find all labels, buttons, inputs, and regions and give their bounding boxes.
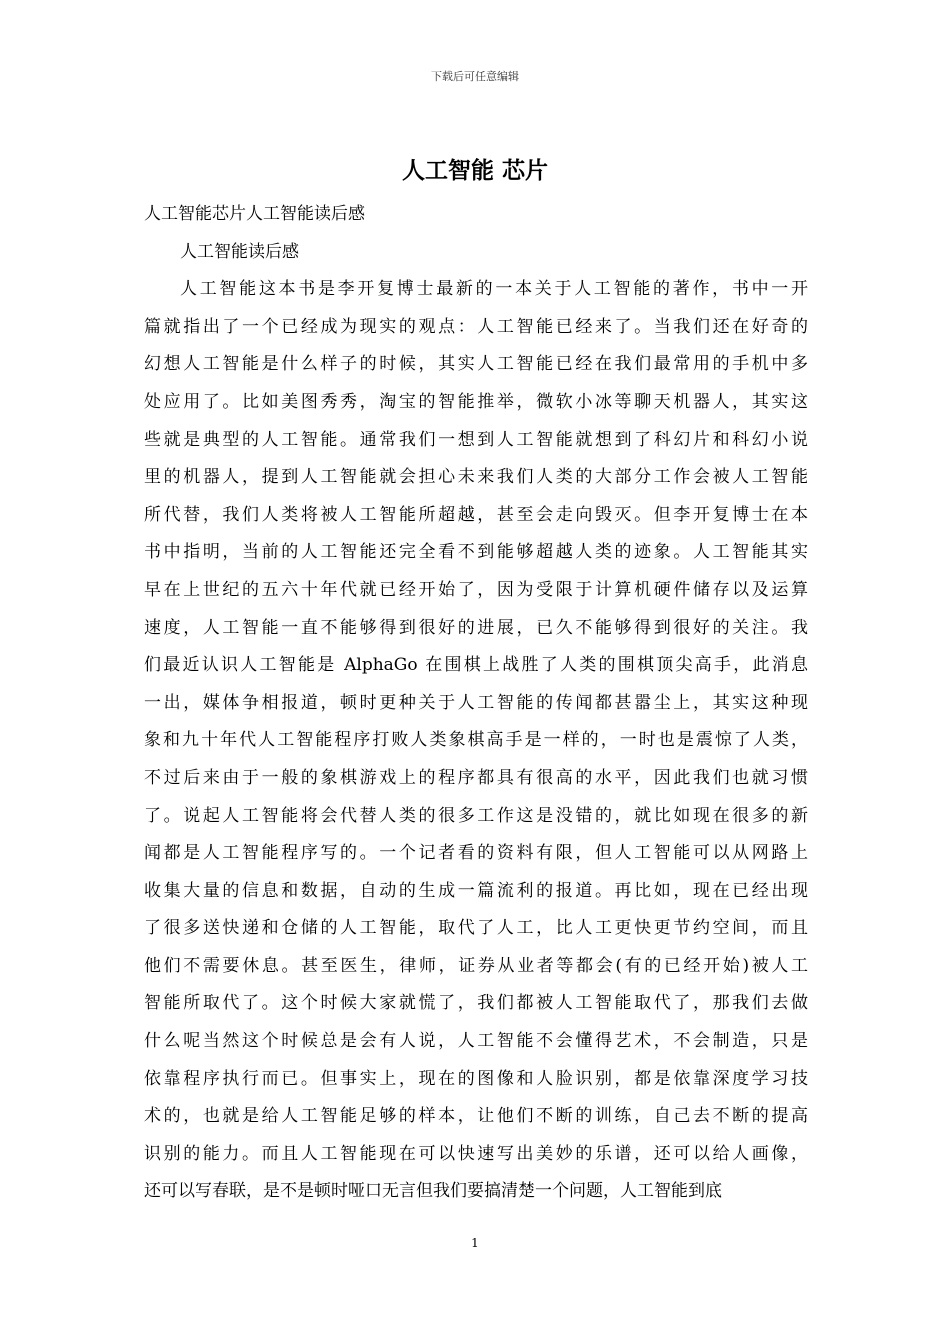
paragraph-line: 了很多送快递和仓储的人工智能，取代了人工，比人工更快更节约空间，而且 <box>144 918 808 939</box>
paragraph-line: 们最近认识人工智能是 AlphaGo 在围棋上战胜了人类的围棋顶尖高手，此消息 <box>144 655 808 676</box>
paragraph-line: 象和九十年代人工智能程序打败人类象棋高手是一样的，一时也是震惊了人类， <box>144 730 808 751</box>
paragraph-line: 依靠程序执行而已。但事实上，现在的图像和人脸识别，都是依靠深度学习技 <box>144 1068 808 1089</box>
paragraph-line: 不过后来由于一般的象棋游戏上的程序都具有很高的水平，因此我们也就习惯 <box>144 767 808 788</box>
paragraph-line: 些就是典型的人工智能。通常我们一想到人工智能就想到了科幻片和科幻小说 <box>144 429 808 450</box>
paragraph-line: 他们不需要休息。甚至医生，律师，证券从业者等都会(有的已经开始)被人工 <box>144 955 808 976</box>
body-paragraph <box>144 271 808 1211</box>
subtitle: 人工智能芯片人工智能读后感 <box>144 204 365 224</box>
paragraph-line: 里的机器人，提到人工智能就会担心未来我们人类的大部分工作会被人工智能 <box>144 467 808 488</box>
paragraph-line: 了。说起人工智能将会代替人类的很多工作这是没错的，就比如现在很多的新 <box>144 805 808 826</box>
paragraph-line: 幻想人工智能是什么样子的时候，其实人工智能已经在我们最常用的手机中多 <box>144 354 808 375</box>
paragraph-line: 速度，人工智能一直不能够得到很好的进展，已久不能够得到很好的关注。我 <box>144 617 808 638</box>
paragraph-line: 术的，也就是给人工智能足够的样本，让他们不断的训练，自己去不断的提高 <box>144 1106 808 1127</box>
page-number: 1 <box>471 1236 479 1250</box>
paragraph-line: 处应用了。比如美图秀秀，淘宝的智能推举，微软小冰等聊天机器人，其实这 <box>144 391 808 412</box>
section-heading: 人工智能读后感 <box>180 241 299 262</box>
paragraph-line: 一出，媒体争相报道，顿时更种关于人工智能的传闻都甚嚣尘上，其实这种现 <box>144 692 808 713</box>
paragraph-line: 所代替，我们人类将被人工智能所超越，甚至会走向毁灭。但李开复博士在本 <box>144 504 808 525</box>
paragraph-line: 闻都是人工智能程序写的。一个记者看的资料有限，但人工智能可以从网路上 <box>144 843 808 864</box>
paragraph-line: 篇就指出了一个已经成为现实的观点：人工智能已经来了。当我们还在好奇的 <box>144 316 808 337</box>
document-body <box>144 196 808 1211</box>
paragraph-line: 什么呢当然这个时候总是会有人说，人工智能不会懂得艺术，不会制造，只是 <box>144 1031 808 1052</box>
paragraph-line: 早在上世纪的五六十年代就已经开始了，因为受限于计算机硬件储存以及运算 <box>144 579 808 600</box>
header-note: 下载后可任意编辑 <box>431 70 519 83</box>
document-title: 人工智能 芯片 <box>401 157 548 184</box>
paragraph-line: 智能所取代了。这个时候大家就慌了，我们都被人工智能取代了，那我们去做 <box>144 993 808 1014</box>
paragraph-line: 人工智能这本书是李开复博士最新的一本关于人工智能的著作，书中一开 <box>180 279 808 300</box>
paragraph-line: 识别的能力。而且人工智能现在可以快速写出美妙的乐谱，还可以给人画像， <box>144 1143 808 1164</box>
paragraph-line: 书中指明，当前的人工智能还完全看不到能够超越人类的迹象。人工智能其实 <box>144 542 808 563</box>
paragraph-line: 收集大量的信息和数据，自动的生成一篇流利的报道。再比如，现在已经出现 <box>144 880 808 901</box>
paragraph-line: 还可以写春联，是不是顿时哑口无言但我们要搞清楚一个问题，人工智能到底 <box>144 1181 722 1202</box>
